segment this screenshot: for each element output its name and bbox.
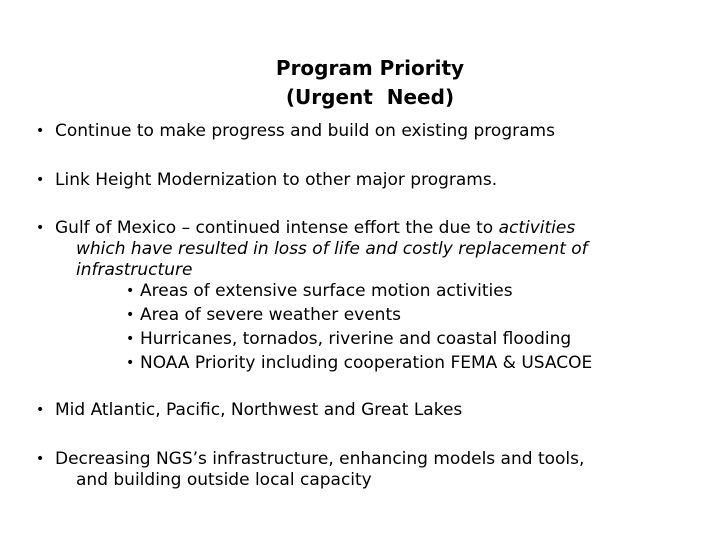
bullet-text-italic: activities [498, 218, 576, 238]
bullet-text: Link Height Modernization to other major programs. [55, 170, 498, 190]
sub-bullet-text: Hurricanes, tornados, riverine and coastal flooding [140, 329, 572, 349]
sub-bullet-dot: • [126, 283, 135, 299]
bullet-dot: • [36, 402, 45, 418]
slide-title [0, 54, 720, 112]
bullet-text: Decreasing NGS’s infrastructure, enhancing models and tools, [55, 449, 585, 469]
sub-bullet-dot: • [126, 355, 135, 371]
bullet-text: Continue to make progress and build on existing programs [55, 121, 555, 141]
bullet-dot: • [36, 123, 45, 139]
sub-bullet-noaa-priority [126, 351, 593, 375]
bullet-dot: • [36, 451, 45, 467]
bullet-mid-atlantic [36, 400, 463, 421]
sub-bullet-text: NOAA Priority including cooperation FEMA & USACOE [140, 353, 593, 373]
sub-bullet-dot: • [126, 331, 135, 347]
bullet-text: Gulf of Mexico – continued intense effort the due to [55, 218, 499, 238]
sub-bullet-text: Area of severe weather events [140, 305, 401, 325]
bullet-text: Mid Atlantic, Pacific, Northwest and Great Lakes [55, 400, 463, 420]
sub-bullet-dot: • [126, 307, 135, 323]
bullet-dot: • [36, 172, 45, 188]
bullet-continue-progress [36, 121, 555, 142]
bullet-gulf-of-mexico [36, 218, 588, 281]
sub-bullet-text: Areas of extensive surface motion activities [140, 281, 513, 301]
bullet-link-height [36, 170, 498, 191]
bullet-text-continued: and building outside local capacity [76, 470, 372, 490]
bullet-text-italic: which have resulted in loss of life and costly replacement of [76, 239, 588, 259]
sub-bullet-hurricanes [126, 327, 572, 351]
bullet-dot: • [36, 220, 45, 236]
sub-bullet-surface-motion [126, 279, 513, 303]
title-line-2: (Urgent Need) [285, 85, 455, 109]
title-line-1: Program Priority [275, 56, 465, 80]
bullet-decreasing-infrastructure [36, 449, 585, 491]
sub-bullet-severe-weather [126, 303, 401, 327]
bullet-text-italic: infrastructure [76, 260, 193, 280]
